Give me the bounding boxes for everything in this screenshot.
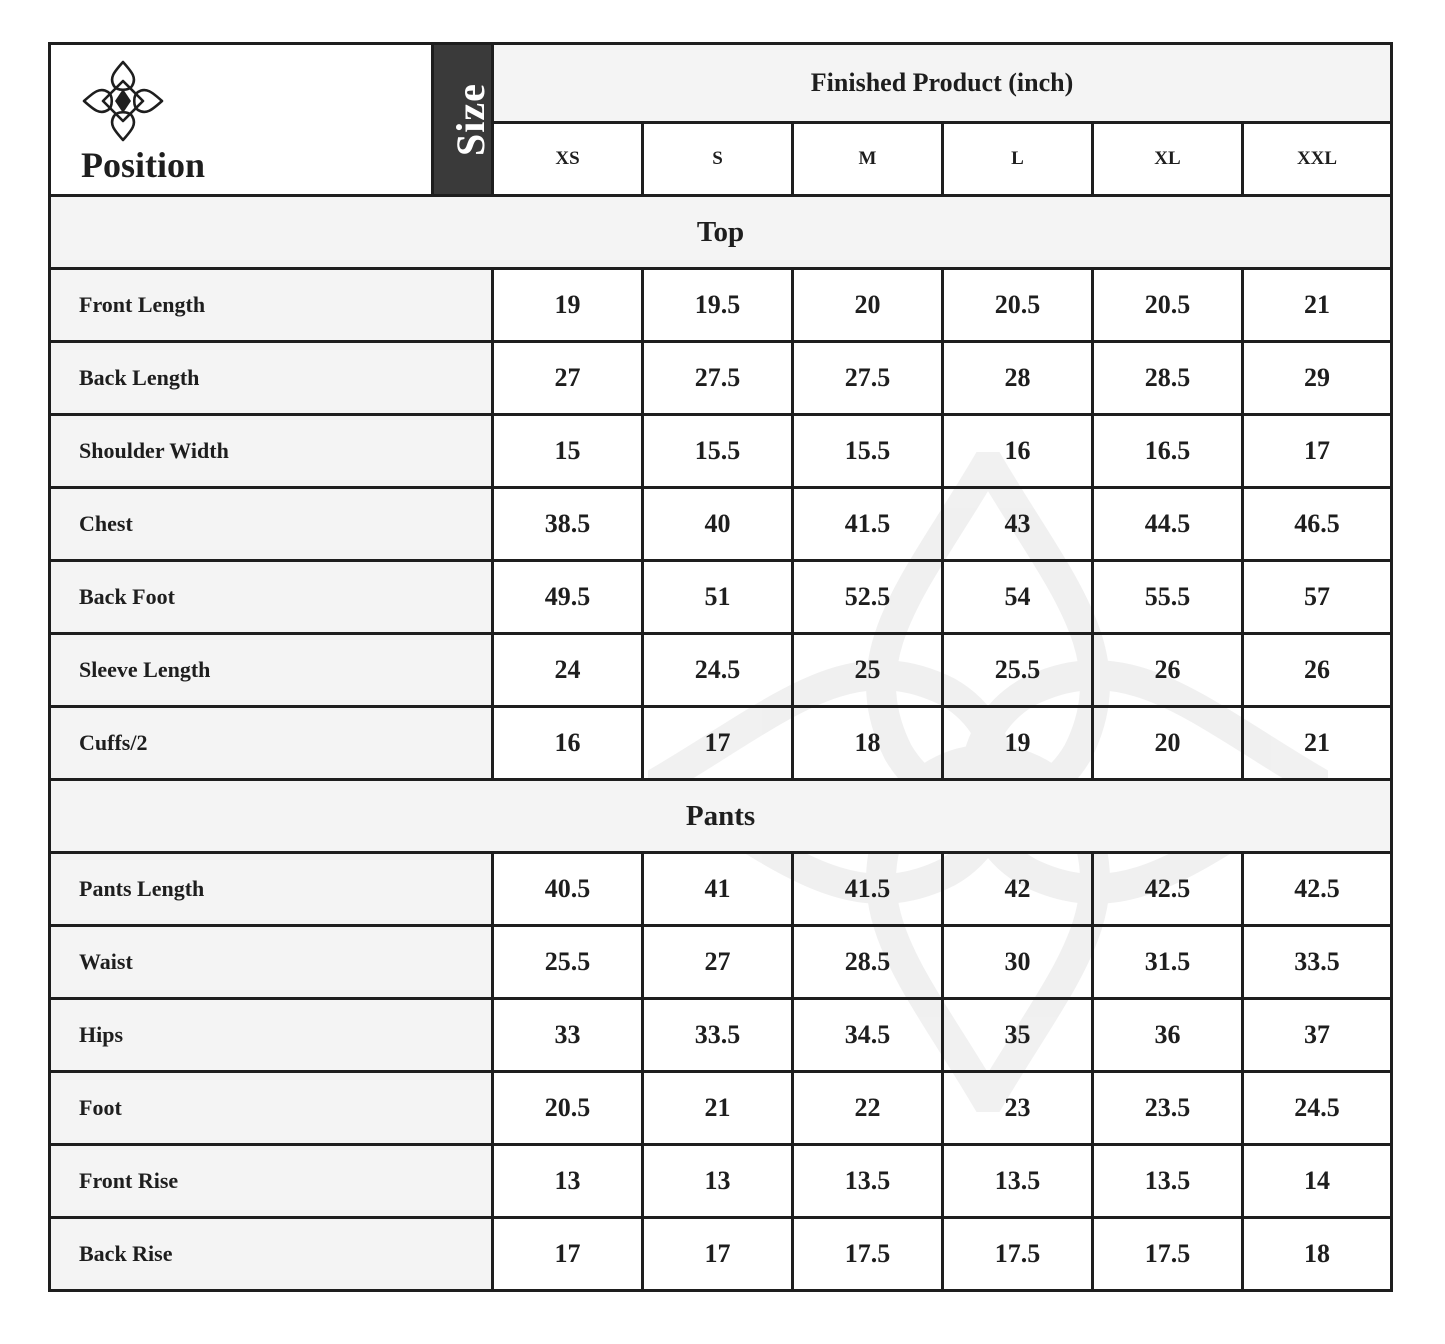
measurement-value: 17: [643, 1218, 793, 1291]
measurement-value: 27: [643, 926, 793, 999]
measurement-value: 17: [643, 707, 793, 780]
measurement-value: 27.5: [643, 342, 793, 415]
measurement-label: Back Rise: [50, 1218, 493, 1291]
measurement-value: 42: [943, 853, 1093, 926]
measurement-value: 18: [1243, 1218, 1392, 1291]
measurement-value: 14: [1243, 1145, 1392, 1218]
finished-product-header: Finished Product (inch): [493, 44, 1392, 123]
measurement-label: Back Length: [50, 342, 493, 415]
size-column-xxl: XXL: [1243, 123, 1392, 196]
measurement-row: [50, 853, 1392, 926]
position-label: Position: [81, 145, 206, 185]
measurement-value: 19.5: [643, 269, 793, 342]
size-table: [48, 42, 1393, 1292]
measurement-value: 31.5: [1093, 926, 1243, 999]
measurement-value: 21: [643, 1072, 793, 1145]
measurement-value: 23: [943, 1072, 1093, 1145]
measurement-value: 24.5: [643, 634, 793, 707]
measurement-value: 40: [643, 488, 793, 561]
measurement-value: 43: [943, 488, 1093, 561]
measurement-label: Cuffs/2: [50, 707, 493, 780]
measurement-value: 46.5: [1243, 488, 1392, 561]
measurement-value: 27: [493, 342, 643, 415]
measurement-value: 38.5: [493, 488, 643, 561]
measurement-value: 24.5: [1243, 1072, 1392, 1145]
measurement-row: [50, 415, 1392, 488]
measurement-value: 41.5: [793, 853, 943, 926]
measurement-value: 20: [793, 269, 943, 342]
measurement-value: 17: [1243, 415, 1392, 488]
measurement-value: 25.5: [943, 634, 1093, 707]
measurement-label: Foot: [50, 1072, 493, 1145]
size-column-m: M: [793, 123, 943, 196]
measurement-value: 40.5: [493, 853, 643, 926]
measurement-value: 20.5: [1093, 269, 1243, 342]
measurement-value: 13.5: [943, 1145, 1093, 1218]
measurement-value: 16.5: [1093, 415, 1243, 488]
section-title: Top: [50, 196, 1392, 269]
measurement-value: 13: [493, 1145, 643, 1218]
measurement-value: 42.5: [1093, 853, 1243, 926]
measurement-value: 33: [493, 999, 643, 1072]
measurement-label: Sleeve Length: [50, 634, 493, 707]
measurement-label: Chest: [50, 488, 493, 561]
measurement-value: 17: [493, 1218, 643, 1291]
measurement-value: 17.5: [943, 1218, 1093, 1291]
measurement-value: 21: [1243, 707, 1392, 780]
size-column-xl: XL: [1093, 123, 1243, 196]
measurement-value: 37: [1243, 999, 1392, 1072]
measurement-value: 44.5: [1093, 488, 1243, 561]
measurement-value: 33.5: [643, 999, 793, 1072]
measurement-value: 25: [793, 634, 943, 707]
measurement-label: Front Length: [50, 269, 493, 342]
section-row: [50, 780, 1392, 853]
size-column-l: L: [943, 123, 1093, 196]
measurement-value: 55.5: [1093, 561, 1243, 634]
size-header-cell: [433, 44, 493, 196]
measurement-value: 18: [793, 707, 943, 780]
measurement-value: 36: [1093, 999, 1243, 1072]
measurement-value: 35: [943, 999, 1093, 1072]
measurement-row: [50, 926, 1392, 999]
measurement-row: [50, 999, 1392, 1072]
measurement-label: Front Rise: [50, 1145, 493, 1218]
measurement-value: 16: [943, 415, 1093, 488]
measurement-value: 49.5: [493, 561, 643, 634]
measurement-value: 26: [1093, 634, 1243, 707]
measurement-row: [50, 707, 1392, 780]
measurement-value: 25.5: [493, 926, 643, 999]
measurement-row: [50, 342, 1392, 415]
measurement-value: 19: [943, 707, 1093, 780]
measurement-row: [50, 488, 1392, 561]
measurement-value: 15.5: [643, 415, 793, 488]
measurement-row: [50, 269, 1392, 342]
measurement-value: 57: [1243, 561, 1392, 634]
measurement-value: 20.5: [943, 269, 1093, 342]
measurement-value: 30: [943, 926, 1093, 999]
measurement-value: 28.5: [793, 926, 943, 999]
size-column-s: S: [643, 123, 793, 196]
measurement-value: 52.5: [793, 561, 943, 634]
measurement-value: 13.5: [1093, 1145, 1243, 1218]
measurement-value: 19: [493, 269, 643, 342]
section-title: Pants: [50, 780, 1392, 853]
ornamental-diamond-icon: [81, 59, 165, 143]
measurement-row: [50, 634, 1392, 707]
measurement-value: 29: [1243, 342, 1392, 415]
measurement-value: 41: [643, 853, 793, 926]
measurement-value: 20: [1093, 707, 1243, 780]
size-label: Size: [447, 83, 493, 156]
position-header-cell: [50, 44, 433, 196]
measurement-value: 15: [493, 415, 643, 488]
measurement-value: 21: [1243, 269, 1392, 342]
measurement-value: 13: [643, 1145, 793, 1218]
measurement-value: 34.5: [793, 999, 943, 1072]
measurement-row: [50, 1145, 1392, 1218]
measurement-value: 16: [493, 707, 643, 780]
measurement-value: 17.5: [793, 1218, 943, 1291]
measurement-value: 41.5: [793, 488, 943, 561]
measurement-value: 22: [793, 1072, 943, 1145]
header-row: [50, 44, 1392, 123]
size-chart-sheet: [48, 42, 1390, 1286]
measurement-value: 26: [1243, 634, 1392, 707]
measurement-value: 23.5: [1093, 1072, 1243, 1145]
measurement-label: Back Foot: [50, 561, 493, 634]
measurement-value: 20.5: [493, 1072, 643, 1145]
measurement-value: 42.5: [1243, 853, 1392, 926]
measurement-row: [50, 1218, 1392, 1291]
measurement-value: 17.5: [1093, 1218, 1243, 1291]
measurement-label: Pants Length: [50, 853, 493, 926]
measurement-value: 28: [943, 342, 1093, 415]
measurement-value: 24: [493, 634, 643, 707]
size-column-xs: XS: [493, 123, 643, 196]
measurement-label: Shoulder Width: [50, 415, 493, 488]
measurement-row: [50, 1072, 1392, 1145]
measurement-row: [50, 561, 1392, 634]
section-row: [50, 196, 1392, 269]
measurement-value: 27.5: [793, 342, 943, 415]
measurement-value: 51: [643, 561, 793, 634]
measurement-value: 28.5: [1093, 342, 1243, 415]
measurement-label: Waist: [50, 926, 493, 999]
measurement-label: Hips: [50, 999, 493, 1072]
measurement-value: 54: [943, 561, 1093, 634]
measurement-value: 13.5: [793, 1145, 943, 1218]
measurement-value: 33.5: [1243, 926, 1392, 999]
measurement-value: 15.5: [793, 415, 943, 488]
